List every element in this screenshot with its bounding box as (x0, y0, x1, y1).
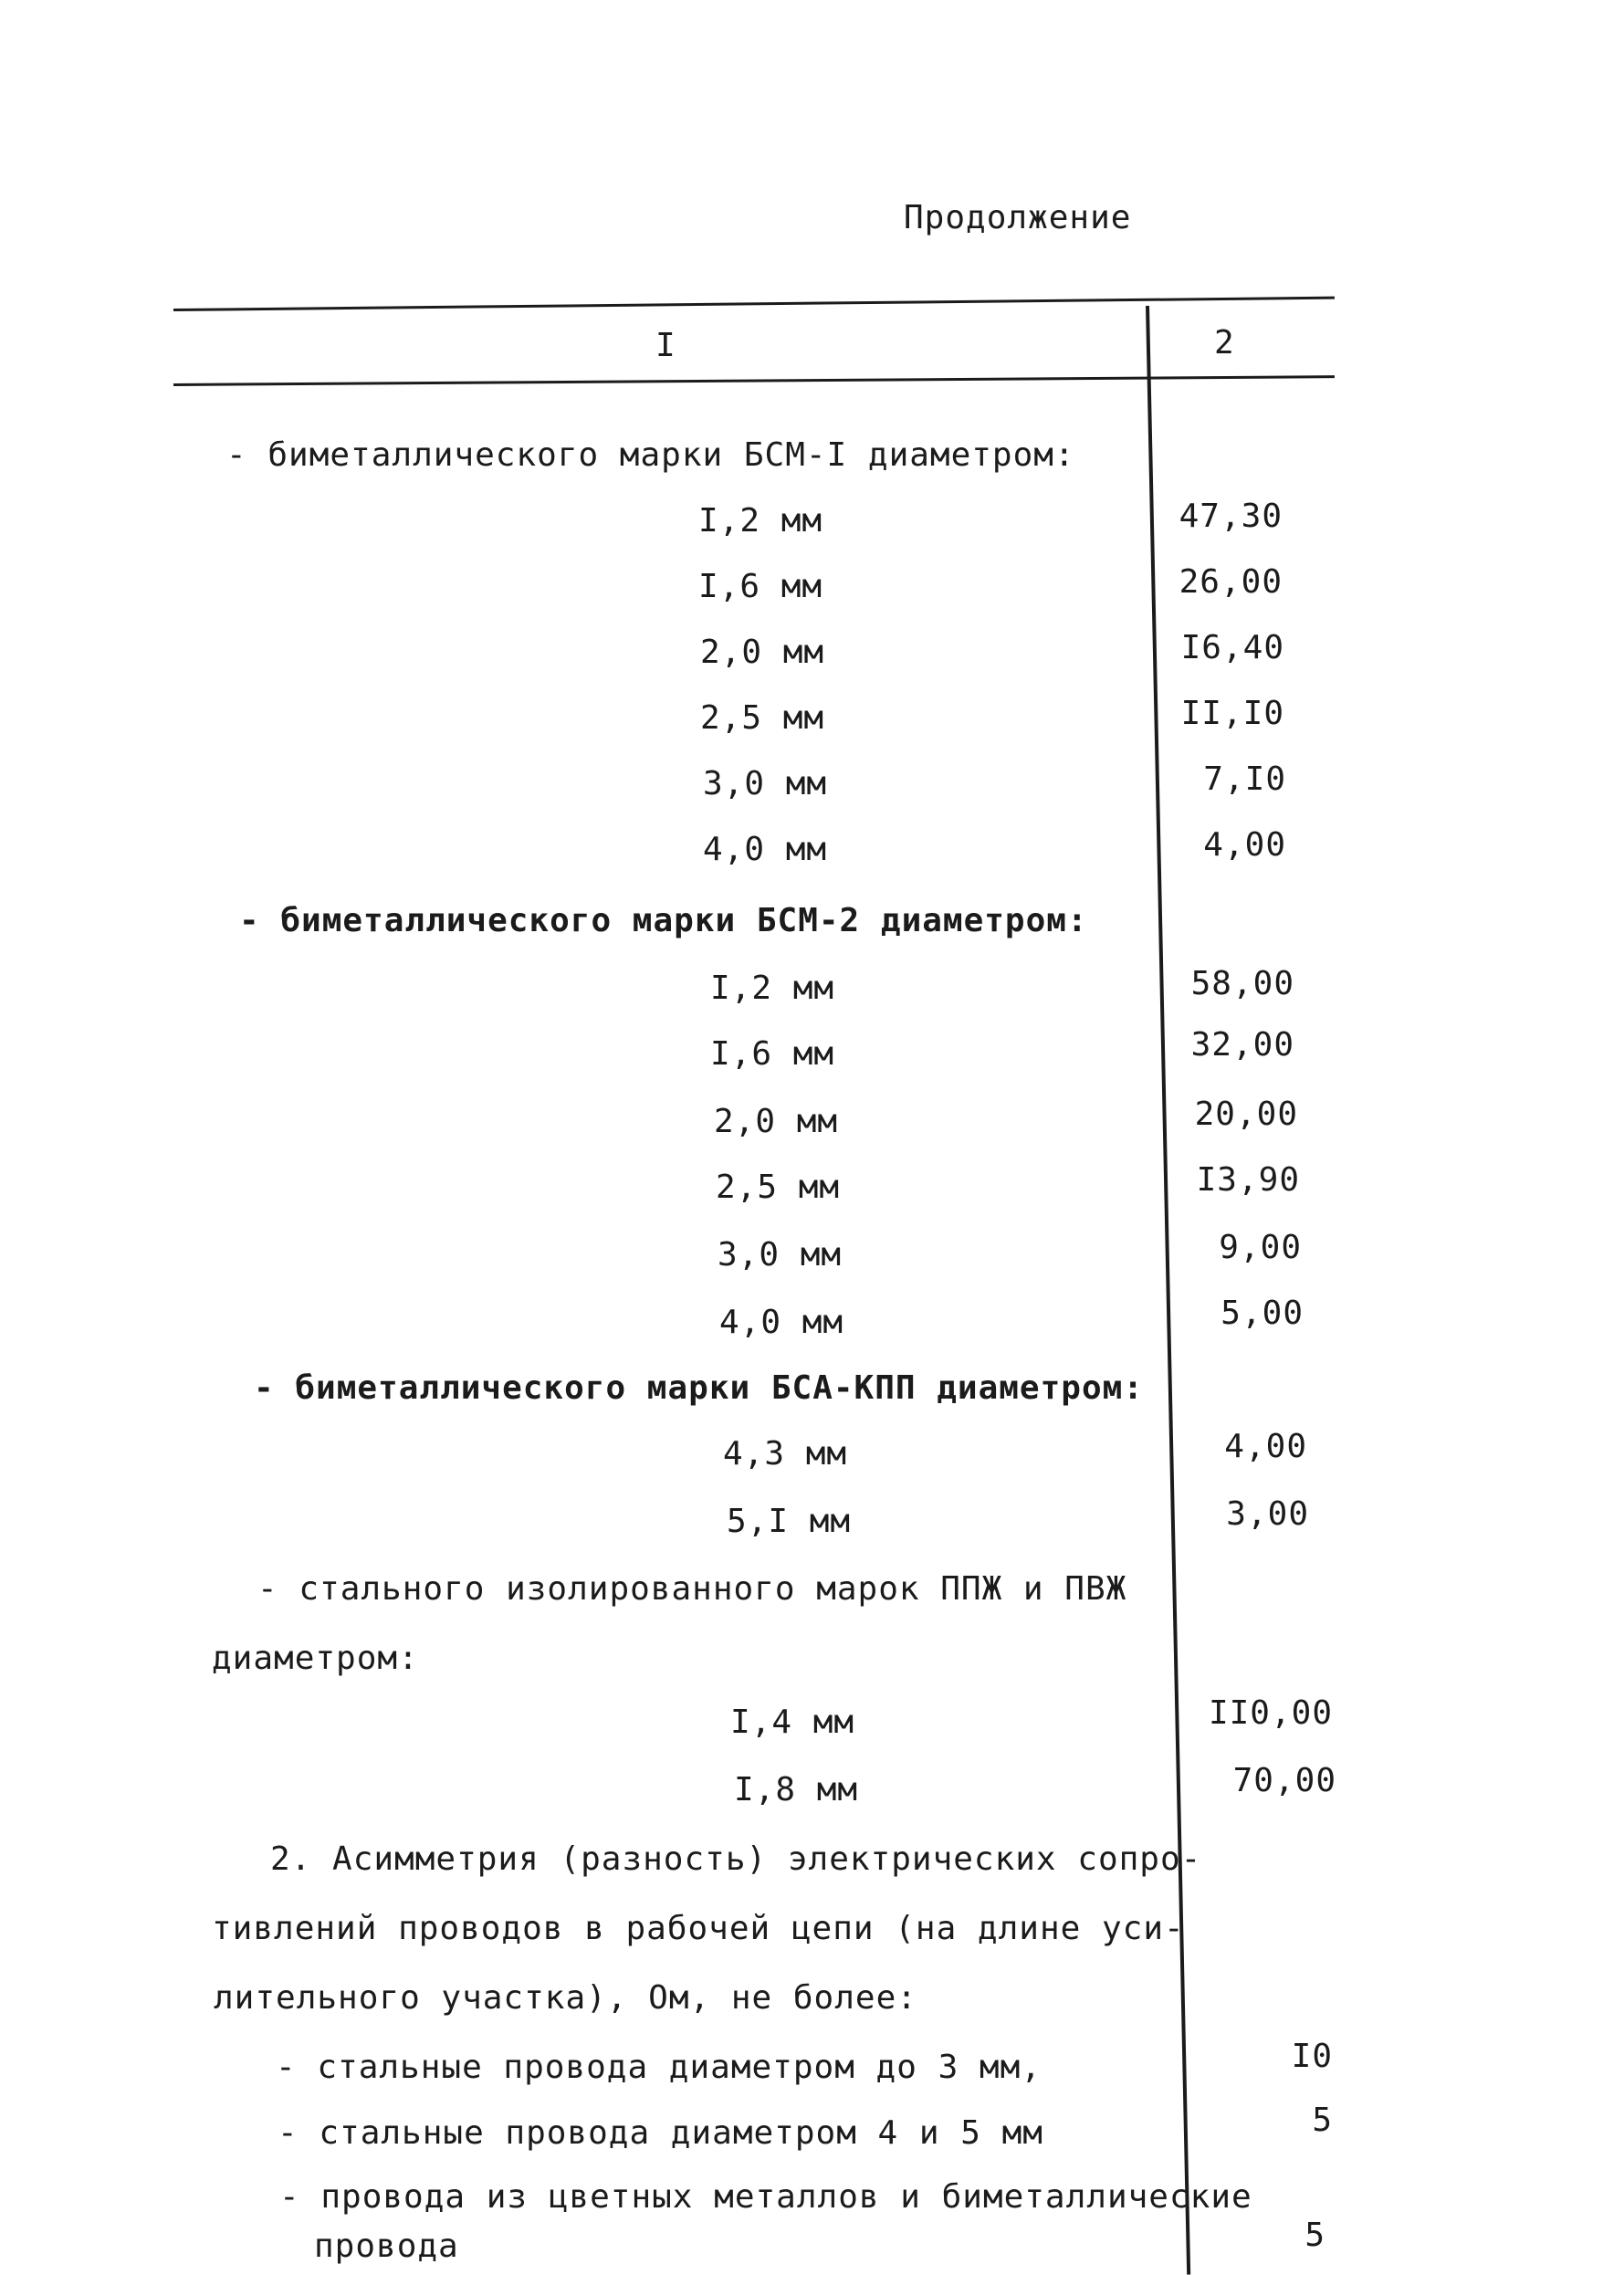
row-label: 2,5 мм (700, 699, 825, 737)
row-label: 4,0 мм (719, 1304, 844, 1341)
row-value: II,I0 (1180, 695, 1284, 732)
row-label: 3,0 мм (703, 765, 828, 802)
row-label: 5,I мм (727, 1503, 852, 1540)
row-value: 3,00 (1226, 1495, 1309, 1533)
row-label: 2,0 мм (714, 1103, 839, 1140)
continuation-heading: Продолжение (904, 199, 1132, 236)
row-value: 47,30 (1179, 498, 1283, 535)
row-value: 58,00 (1190, 965, 1294, 1002)
row-value: 20,00 (1194, 1096, 1298, 1133)
row-label: 4,3 мм (723, 1435, 848, 1473)
asymmetry-item-label: - стальные провода диаметром 4 и 5 мм (278, 2114, 1043, 2152)
asymmetry-item-value: 5 (1312, 2102, 1333, 2139)
column-1-header: I (655, 327, 676, 364)
asymmetry-line-2: тивлений проводов в рабочей цепи (на длине уси- (212, 1910, 1185, 1947)
row-label: I,6 мм (710, 1035, 835, 1073)
asymmetry-item-value: I0 (1291, 2038, 1333, 2075)
row-value: 4,00 (1224, 1428, 1307, 1465)
asymmetry-item-label-line2: провода (314, 2228, 459, 2265)
row-value: I6,40 (1180, 629, 1284, 666)
asymmetry-item-label-line1: - провода из цветных металлов и биметаллические (279, 2178, 1252, 2216)
row-label: I,4 мм (730, 1704, 855, 1741)
section-bsm2-title: - биметаллического марки БСМ-2 диаметром: (239, 902, 1088, 939)
table-top-rule (173, 297, 1335, 311)
row-label: 2,5 мм (716, 1169, 841, 1206)
row-value: 26,00 (1179, 563, 1283, 601)
row-label: 4,0 мм (703, 831, 828, 868)
asymmetry-line-3: лительного участка), Ом, не более: (214, 1979, 917, 2017)
asymmetry-item-value: 5 (1304, 2217, 1325, 2254)
column-2-header: 2 (1214, 324, 1234, 362)
row-label: 2,0 мм (700, 634, 825, 671)
table-header-bottom-rule (173, 375, 1335, 386)
section-bsa-title: - биметаллического марки БСА-КПП диаметром: (254, 1369, 1144, 1407)
row-value: 70,00 (1232, 1762, 1336, 1799)
section-steel-title-line1: - стального изолированного марок ППЖ и ПВЖ (257, 1570, 1127, 1608)
row-value: I3,90 (1196, 1161, 1300, 1199)
row-value: 4,00 (1203, 826, 1286, 864)
column-divider (1146, 306, 1190, 2275)
row-label: I,6 мм (698, 568, 823, 605)
row-value: 5,00 (1221, 1295, 1304, 1332)
row-label: 3,0 мм (718, 1236, 843, 1274)
row-label: I,2 мм (698, 502, 823, 540)
asymmetry-line-1: 2. Асимметрия (разность) электрических сопро- (270, 1840, 1202, 1878)
section-bsm1-title: - биметаллического марки БСМ-I диаметром: (226, 436, 1075, 474)
row-label: I,2 мм (710, 970, 835, 1007)
asymmetry-item-label: - стальные провода диаметром до 3 мм, (276, 2049, 1042, 2086)
row-value: II0,00 (1208, 1694, 1333, 1732)
row-value: 9,00 (1219, 1229, 1302, 1266)
row-value: 32,00 (1190, 1026, 1294, 1064)
row-value: 7,I0 (1203, 760, 1286, 798)
row-label: I,8 мм (734, 1771, 859, 1808)
section-steel-title-line2: диаметром: (212, 1640, 419, 1677)
